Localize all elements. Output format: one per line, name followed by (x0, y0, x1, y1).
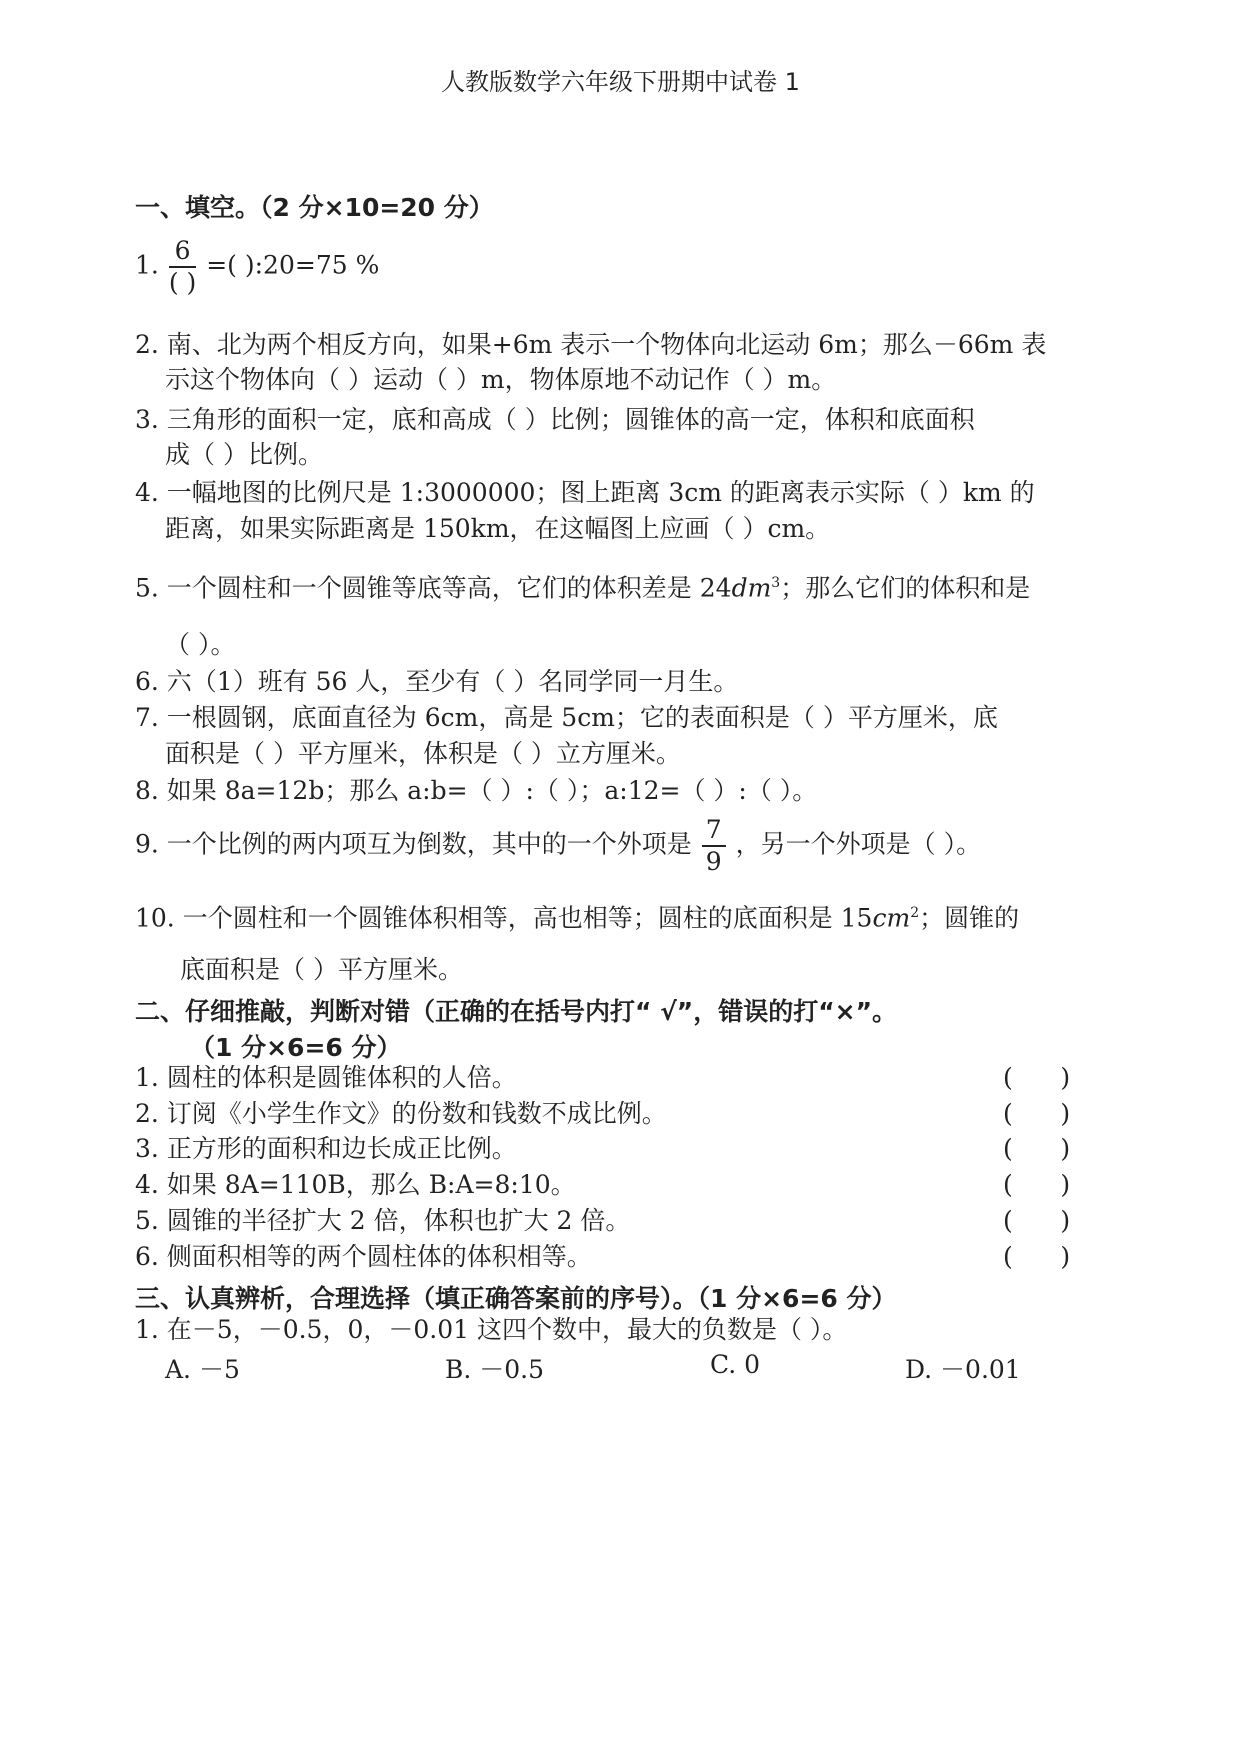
q9-denominator: 9 (705, 847, 722, 876)
q9-text-before: 9. 一个比例的两内项互为倒数，其中的一个外项是 (135, 829, 692, 859)
choice-option-c: C. 0 (710, 1350, 761, 1379)
question-4-line1: 4. 一幅地图的比例尺是 1:3000000；图上距离 3cm 的距离表示实际（ ）km 的 (135, 478, 1035, 507)
section2-title-line2: （1 分×6=6 分） (190, 1033, 402, 1062)
judge-item-4: 4. 如果 8A=110B，那么 B:A=8:10。 (135, 1170, 576, 1199)
question-10-line2: 底面积是（ ）平方厘米。 (180, 955, 463, 984)
q5-unit: dm (731, 573, 772, 603)
question-1 (135, 236, 379, 298)
choice-option-b: B. －0.5 (445, 1355, 545, 1384)
judge-answer-2: ( ) (1003, 1099, 1071, 1128)
choice-option-d: D. －0.01 (905, 1355, 1021, 1384)
question-2-line1: 2. 南、北为两个相反方向，如果+6m 表示一个物体向北运动 6m；那么－66m 表 (135, 330, 1047, 359)
section2-title-line1: 二、仔细推敲，判断对错（正确的在括号内打“ √”，错误的打“×”。 (135, 997, 898, 1026)
q1-numerator: 6 (169, 236, 196, 268)
judge-answer-1: ( ) (1003, 1063, 1071, 1092)
judge-item-6: 6. 侧面积相等的两个圆柱体的体积相等。 (135, 1242, 592, 1271)
q1-prefix: 1. (135, 250, 159, 280)
document-header: 人教版数学六年级下册期中试卷 1 (441, 68, 800, 96)
question-6: 6. 六（1）班有 56 人，至少有（ ）名同学同一月生。 (135, 667, 739, 696)
question-8: 8. 如果 8a=12b；那么 a:b=（ ）:（ ）；a:12=（ ）:（ ）。 (135, 776, 818, 805)
question-7-line1: 7. 一根圆钢，底面直径为 6cm，高是 5cm；它的表面积是（ ）平方厘米，底 (135, 703, 998, 732)
question-10-line1 (135, 898, 1019, 933)
q1-rest: =( ):20=75 % (206, 250, 380, 280)
q5-text-a: 5. 一个圆柱和一个圆锥等底等高，它们的体积差是 24 (135, 573, 732, 603)
q1-fraction (169, 236, 196, 298)
question-3-line1: 3. 三角形的面积一定，底和高成（ ）比例；圆锥体的高一定，体积和底面积 (135, 405, 975, 434)
q10-text-b: ；圆锥的 (919, 903, 1020, 933)
judge-answer-6: ( ) (1003, 1242, 1071, 1271)
choice-question-1: 1. 在－5，－0.5，0，－0.01 这四个数中，最大的负数是（ ）。 (135, 1315, 848, 1344)
choice-option-a: A. －5 (165, 1355, 240, 1384)
q1-denominator: ( ) (168, 268, 197, 297)
section1-title: 一、填空。（2 分×10=20 分） (135, 193, 494, 222)
q5-sup: 3 (771, 575, 781, 591)
q5-text-b: ；那么它们的体积和是 (780, 573, 1031, 603)
q9-text-after: ，另一个外项是（ ）。 (735, 829, 982, 859)
judge-item-5: 5. 圆锥的半径扩大 2 倍，体积也扩大 2 倍。 (135, 1206, 631, 1235)
judge-item-2: 2. 订阅《小学生作文》的份数和钱数不成比例。 (135, 1099, 667, 1128)
q10-sup: 2 (910, 905, 920, 921)
question-5-line2: （ ）。 (165, 630, 236, 659)
q10-unit: cm (872, 903, 911, 933)
q10-text-a: 10. 一个圆柱和一个圆锥体积相等，高也相等；圆柱的底面积是 15 (135, 903, 873, 933)
section3-title: 三、认真辨析，合理选择（填正确答案前的序号）。（1 分×6=6 分） (135, 1284, 897, 1313)
question-2-line2: 示这个物体向（ ）运动（ ）m，物体原地不动记作（ ）m。 (165, 365, 837, 394)
question-5-line1 (135, 568, 1030, 603)
judge-answer-3: ( ) (1003, 1134, 1071, 1163)
question-7-line2: 面积是（ ）平方厘米，体积是（ ）立方厘米。 (165, 739, 681, 768)
judge-item-3: 3. 正方形的面积和边长成正比例。 (135, 1134, 517, 1163)
q9-numerator: 7 (702, 815, 726, 847)
question-9 (135, 815, 981, 877)
question-4-line2: 距离，如果实际距离是 150km，在这幅图上应画（ ）cm。 (165, 514, 831, 543)
judge-item-1: 1. 圆柱的体积是圆锥体积的人倍。 (135, 1063, 517, 1092)
q9-fraction (702, 815, 726, 877)
judge-answer-4: ( ) (1003, 1170, 1071, 1199)
question-3-line2: 成（ ）比例。 (165, 440, 323, 469)
judge-answer-5: ( ) (1003, 1206, 1071, 1235)
